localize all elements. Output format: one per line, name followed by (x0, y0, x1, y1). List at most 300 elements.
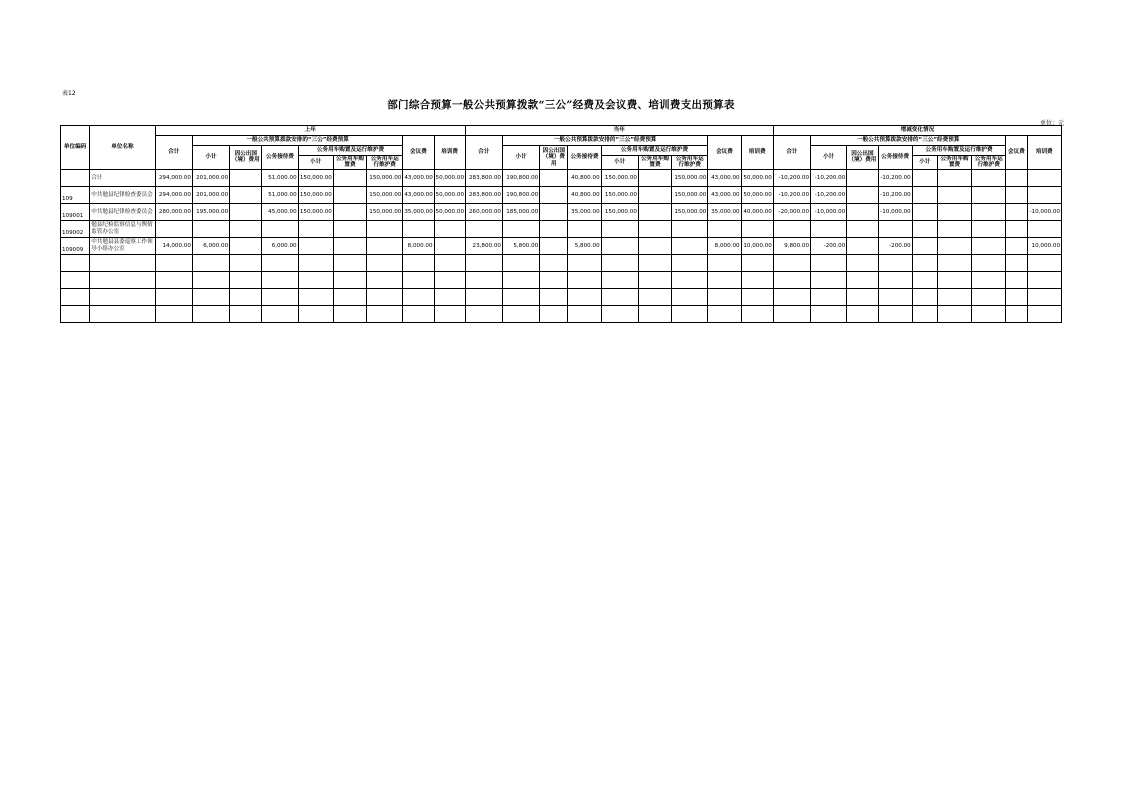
value-cell: 294,000.00 (155, 186, 192, 203)
header-sangong: 一般公共预算拨款安排的“三公”经费预算 (811, 136, 1006, 146)
header-vehicle: 公务用车购置及运行维护费 (601, 146, 708, 156)
header-total: 合计 (465, 136, 502, 170)
value-cell (333, 254, 366, 271)
value-cell (912, 169, 937, 186)
unit-code-cell: 109009 (61, 237, 90, 254)
value-cell: 150,000.00 (298, 169, 333, 186)
value-cell (568, 288, 601, 305)
value-cell (937, 305, 971, 322)
value-cell (465, 271, 502, 288)
header-meeting: 会议费 (1006, 136, 1027, 170)
value-cell (708, 254, 741, 271)
value-cell (540, 305, 568, 322)
value-cell (192, 254, 229, 271)
value-cell (708, 271, 741, 288)
header-subtotal: 小计 (192, 146, 229, 170)
value-cell (230, 254, 262, 271)
header-sangong: 一般公共预算拨款安排的“三公”经费预算 (502, 136, 707, 146)
value-cell (1027, 271, 1061, 288)
header-abroad: 因公出国（境）费用 (230, 146, 262, 170)
value-cell (367, 271, 403, 288)
header-reception: 公务接待费 (878, 146, 912, 170)
value-cell (773, 271, 810, 288)
value-cell: 201,000.00 (192, 169, 229, 186)
value-cell: 14,000.00 (155, 237, 192, 254)
value-cell (672, 288, 708, 305)
value-cell (434, 271, 465, 288)
value-cell (155, 288, 192, 305)
value-cell: 294,000.00 (155, 169, 192, 186)
value-cell: -10,200.00 (878, 169, 912, 186)
value-cell (773, 305, 810, 322)
value-cell (298, 271, 333, 288)
value-cell: 50,000.00 (434, 169, 465, 186)
unit-name-cell: 勉县纪检监察信息与舆情监管办公室 (90, 220, 155, 237)
value-cell (333, 288, 366, 305)
table-row (61, 186, 1062, 203)
value-cell (972, 203, 1006, 220)
value-cell: 9,800.00 (773, 237, 810, 254)
value-cell (773, 220, 810, 237)
value-cell: 5,800.00 (502, 237, 539, 254)
value-cell (1006, 220, 1027, 237)
header-subtotal: 小计 (811, 146, 847, 170)
value-cell (333, 203, 366, 220)
value-cell: 35,000.00 (403, 203, 434, 220)
value-cell (1006, 271, 1027, 288)
value-cell: 190,800.00 (502, 186, 539, 203)
header-abroad: 因公出国（境）费用 (847, 146, 878, 170)
value-cell: -10,200.00 (773, 169, 810, 186)
value-cell: 10,000.00 (1027, 237, 1061, 254)
value-cell (847, 169, 878, 186)
value-cell (972, 186, 1006, 203)
value-cell (912, 288, 937, 305)
value-cell (434, 305, 465, 322)
page-title: 部门综合预算一般公共预算拨款“三公”经费及会议费、培训费支出预算表 (387, 99, 735, 111)
table-row (61, 220, 1062, 237)
value-cell (540, 169, 568, 186)
value-cell: -10,000.00 (811, 203, 847, 220)
value-cell: 150,000.00 (601, 203, 638, 220)
value-cell: 43,000.00 (708, 169, 741, 186)
value-cell (811, 220, 847, 237)
value-cell (540, 186, 568, 203)
value-cell (601, 288, 638, 305)
value-cell: 8,000.00 (403, 237, 434, 254)
value-cell (192, 271, 229, 288)
table-body (61, 169, 1062, 322)
value-cell: -20,000.00 (773, 203, 810, 220)
unit-name-cell: 合计 (90, 169, 155, 186)
value-cell (847, 288, 878, 305)
value-cell: 10,000.00 (741, 237, 773, 254)
header-meeting: 会议费 (403, 136, 434, 170)
value-cell (741, 254, 773, 271)
value-cell (708, 220, 741, 237)
header-this-year: 当年 (465, 126, 773, 136)
value-cell (937, 186, 971, 203)
value-cell (811, 254, 847, 271)
value-cell (601, 220, 638, 237)
value-cell: 40,800.00 (568, 169, 601, 186)
value-cell (1027, 254, 1061, 271)
unit-code-cell: 109 (61, 186, 90, 203)
value-cell (1006, 288, 1027, 305)
value-cell (937, 237, 971, 254)
value-cell (192, 288, 229, 305)
unit-name-cell (90, 271, 155, 288)
header-subtotal: 小计 (502, 146, 539, 170)
value-cell (434, 220, 465, 237)
value-cell (230, 203, 262, 220)
value-cell (972, 305, 1006, 322)
value-cell: -10,200.00 (811, 169, 847, 186)
value-cell (672, 271, 708, 288)
value-cell (811, 288, 847, 305)
header-vehicle-buy: 公务用车购置费 (638, 156, 671, 170)
value-cell (847, 237, 878, 254)
unit-code-cell: 109002 (61, 220, 90, 237)
value-cell: -10,200.00 (811, 186, 847, 203)
value-cell (230, 169, 262, 186)
value-cell (912, 254, 937, 271)
value-cell (1027, 305, 1061, 322)
unit-name-cell: 中共勉县纪律检查委员会 (90, 203, 155, 220)
header-last-year: 上年 (155, 126, 465, 136)
value-cell (403, 254, 434, 271)
value-cell (568, 220, 601, 237)
unit-code-cell (61, 288, 90, 305)
value-cell (912, 305, 937, 322)
value-cell: 43,000.00 (403, 169, 434, 186)
value-cell (540, 203, 568, 220)
value-cell (155, 254, 192, 271)
unit-code-cell (61, 271, 90, 288)
value-cell (811, 305, 847, 322)
value-cell (878, 220, 912, 237)
value-cell: 23,800.00 (465, 237, 502, 254)
value-cell: 150,000.00 (672, 203, 708, 220)
value-cell: 150,000.00 (672, 169, 708, 186)
value-cell (502, 288, 539, 305)
header-training: 培训费 (434, 136, 465, 170)
value-cell (540, 271, 568, 288)
value-cell (262, 271, 298, 288)
value-cell (937, 271, 971, 288)
header-name: 单位名称 (90, 126, 155, 170)
value-cell (1006, 305, 1027, 322)
value-cell (502, 254, 539, 271)
value-cell (937, 288, 971, 305)
value-cell: 50,000.00 (741, 186, 773, 203)
value-cell: 280,000.00 (155, 203, 192, 220)
value-cell (741, 288, 773, 305)
value-cell (298, 288, 333, 305)
header-total: 合计 (155, 136, 192, 170)
value-cell (912, 203, 937, 220)
value-cell: 6,000.00 (262, 237, 298, 254)
value-cell (1006, 186, 1027, 203)
value-cell: 51,000.00 (262, 186, 298, 203)
value-cell (741, 305, 773, 322)
value-cell: 5,800.00 (568, 237, 601, 254)
header-training: 培训费 (1027, 136, 1061, 170)
value-cell: 195,000.00 (192, 203, 229, 220)
value-cell (540, 254, 568, 271)
value-cell: 150,000.00 (367, 186, 403, 203)
value-cell (333, 237, 366, 254)
table-row (61, 288, 1062, 305)
value-cell (333, 271, 366, 288)
value-cell: 150,000.00 (298, 186, 333, 203)
value-cell (847, 220, 878, 237)
value-cell (1027, 169, 1061, 186)
value-cell: 150,000.00 (672, 186, 708, 203)
value-cell (502, 220, 539, 237)
value-cell: -200.00 (878, 237, 912, 254)
value-cell: -10,200.00 (878, 186, 912, 203)
value-cell (1006, 169, 1027, 186)
value-cell (638, 169, 671, 186)
header-vehicle-run: 公务用车运行维护费 (672, 156, 708, 170)
value-cell (937, 220, 971, 237)
value-cell (1027, 186, 1061, 203)
value-cell (465, 220, 502, 237)
value-cell (741, 220, 773, 237)
value-cell (1006, 203, 1027, 220)
value-cell (972, 220, 1006, 237)
value-cell: 51,000.00 (262, 169, 298, 186)
value-cell (638, 254, 671, 271)
value-cell (465, 254, 502, 271)
value-cell (912, 237, 937, 254)
header-training: 培训费 (741, 136, 773, 170)
value-cell (638, 203, 671, 220)
value-cell (601, 237, 638, 254)
table-row (61, 169, 1062, 186)
value-cell (230, 288, 262, 305)
value-cell (672, 254, 708, 271)
value-cell (333, 186, 366, 203)
unit-name-cell (90, 254, 155, 271)
value-cell (912, 271, 937, 288)
value-cell (367, 305, 403, 322)
budget-table (60, 125, 1062, 323)
value-cell (937, 254, 971, 271)
value-cell (568, 305, 601, 322)
value-cell: 150,000.00 (367, 203, 403, 220)
value-cell (972, 237, 1006, 254)
value-cell: -10,000.00 (878, 203, 912, 220)
header-meeting: 会议费 (708, 136, 741, 170)
value-cell: 150,000.00 (298, 203, 333, 220)
value-cell (741, 271, 773, 288)
header-change: 增减变化情况 (773, 126, 1061, 136)
value-cell (878, 288, 912, 305)
value-cell (638, 288, 671, 305)
value-cell (878, 271, 912, 288)
value-cell (972, 271, 1006, 288)
value-cell: 150,000.00 (601, 169, 638, 186)
value-cell (773, 254, 810, 271)
value-cell: 50,000.00 (434, 203, 465, 220)
unit-name-cell: 中共勉县纪律检查委员会 (90, 186, 155, 203)
header-vehicle: 公务用车购置及运行维护费 (298, 146, 403, 156)
value-cell (403, 220, 434, 237)
value-cell (912, 186, 937, 203)
table-row (61, 271, 1062, 288)
header-vehicle-buy: 公务用车购置费 (333, 156, 366, 170)
value-cell: 6,000.00 (192, 237, 229, 254)
value-cell (434, 237, 465, 254)
value-cell (638, 271, 671, 288)
value-cell (937, 169, 971, 186)
value-cell (367, 288, 403, 305)
value-cell (367, 254, 403, 271)
table-row (61, 203, 1062, 220)
table-row (61, 254, 1062, 271)
unit-code-cell (61, 305, 90, 322)
header-sangong: 一般公共预算拨款安排的“三公”经费预算 (192, 136, 402, 146)
value-cell (638, 220, 671, 237)
value-cell (155, 305, 192, 322)
value-cell: 283,800.00 (465, 186, 502, 203)
value-cell (638, 305, 671, 322)
header-reception: 公务接待费 (262, 146, 298, 170)
header-vehicle-subtotal: 小计 (912, 156, 937, 170)
value-cell (601, 305, 638, 322)
value-cell (155, 220, 192, 237)
value-cell (912, 220, 937, 237)
value-cell (601, 271, 638, 288)
value-cell (367, 220, 403, 237)
value-cell (262, 288, 298, 305)
header-row-2 (61, 136, 1062, 146)
value-cell (333, 220, 366, 237)
value-cell (367, 237, 403, 254)
table-number: 表12 (62, 90, 76, 97)
value-cell (262, 254, 298, 271)
value-cell (192, 220, 229, 237)
value-cell (403, 288, 434, 305)
value-cell (1006, 254, 1027, 271)
value-cell (638, 186, 671, 203)
value-cell: 283,800.00 (465, 169, 502, 186)
value-cell (972, 254, 1006, 271)
value-cell (192, 305, 229, 322)
unit-code-cell: 109001 (61, 203, 90, 220)
value-cell (540, 237, 568, 254)
value-cell (847, 305, 878, 322)
value-cell (333, 305, 366, 322)
value-cell (230, 220, 262, 237)
value-cell (568, 254, 601, 271)
value-cell (465, 305, 502, 322)
value-cell (333, 169, 366, 186)
value-cell (434, 288, 465, 305)
header-total: 合计 (773, 136, 810, 170)
value-cell (230, 186, 262, 203)
value-cell (434, 254, 465, 271)
header-abroad: 因公出国（境）费用 (540, 146, 568, 170)
unit-name-cell: 中共勉县县委巡察工作领导小组办公室 (90, 237, 155, 254)
value-cell (672, 220, 708, 237)
value-cell (847, 254, 878, 271)
value-cell: 50,000.00 (741, 169, 773, 186)
value-cell (847, 186, 878, 203)
value-cell (1027, 288, 1061, 305)
value-cell (403, 271, 434, 288)
value-cell (601, 254, 638, 271)
unit-name-cell (90, 288, 155, 305)
header-vehicle-subtotal: 小计 (601, 156, 638, 170)
value-cell: 190,800.00 (502, 169, 539, 186)
table-row (61, 305, 1062, 322)
value-cell (811, 271, 847, 288)
value-cell (540, 220, 568, 237)
unit-code-cell (61, 254, 90, 271)
unit-name-cell (90, 305, 155, 322)
value-cell: -10,000.00 (1027, 203, 1061, 220)
value-cell (847, 271, 878, 288)
value-cell: 150,000.00 (601, 186, 638, 203)
value-cell: -200.00 (811, 237, 847, 254)
value-cell (672, 237, 708, 254)
value-cell (773, 288, 810, 305)
value-cell (972, 288, 1006, 305)
value-cell: 35,000.00 (568, 203, 601, 220)
value-cell: -10,200.00 (773, 186, 810, 203)
value-cell (298, 220, 333, 237)
unit-label: 单位：元 (1039, 120, 1064, 127)
value-cell: 260,000.00 (465, 203, 502, 220)
header-vehicle-run: 公务用车运行维护费 (972, 156, 1006, 170)
value-cell (230, 271, 262, 288)
value-cell (465, 288, 502, 305)
value-cell: 45,000.00 (262, 203, 298, 220)
value-cell (298, 305, 333, 322)
value-cell (298, 237, 333, 254)
value-cell (502, 271, 539, 288)
value-cell (1027, 220, 1061, 237)
value-cell (403, 305, 434, 322)
value-cell (878, 305, 912, 322)
value-cell: 50,000.00 (434, 186, 465, 203)
header-row-3 (61, 146, 1062, 156)
header-row-1 (61, 126, 1062, 136)
value-cell (847, 203, 878, 220)
value-cell (672, 305, 708, 322)
header-vehicle-subtotal: 小计 (298, 156, 333, 170)
value-cell: 43,000.00 (403, 186, 434, 203)
header-reception: 公务接待费 (568, 146, 601, 170)
header-vehicle-buy: 公务用车购置费 (937, 156, 971, 170)
value-cell: 43,000.00 (708, 186, 741, 203)
value-cell: 40,800.00 (568, 186, 601, 203)
value-cell: 35,000.00 (708, 203, 741, 220)
value-cell (878, 254, 912, 271)
value-cell (708, 305, 741, 322)
value-cell: 8,000.00 (708, 237, 741, 254)
value-cell (155, 271, 192, 288)
value-cell (1006, 237, 1027, 254)
value-cell (972, 169, 1006, 186)
unit-code-cell (61, 169, 90, 186)
header-vehicle: 公务用车购置及运行维护费 (912, 146, 1006, 156)
value-cell: 185,000.00 (502, 203, 539, 220)
value-cell (937, 203, 971, 220)
